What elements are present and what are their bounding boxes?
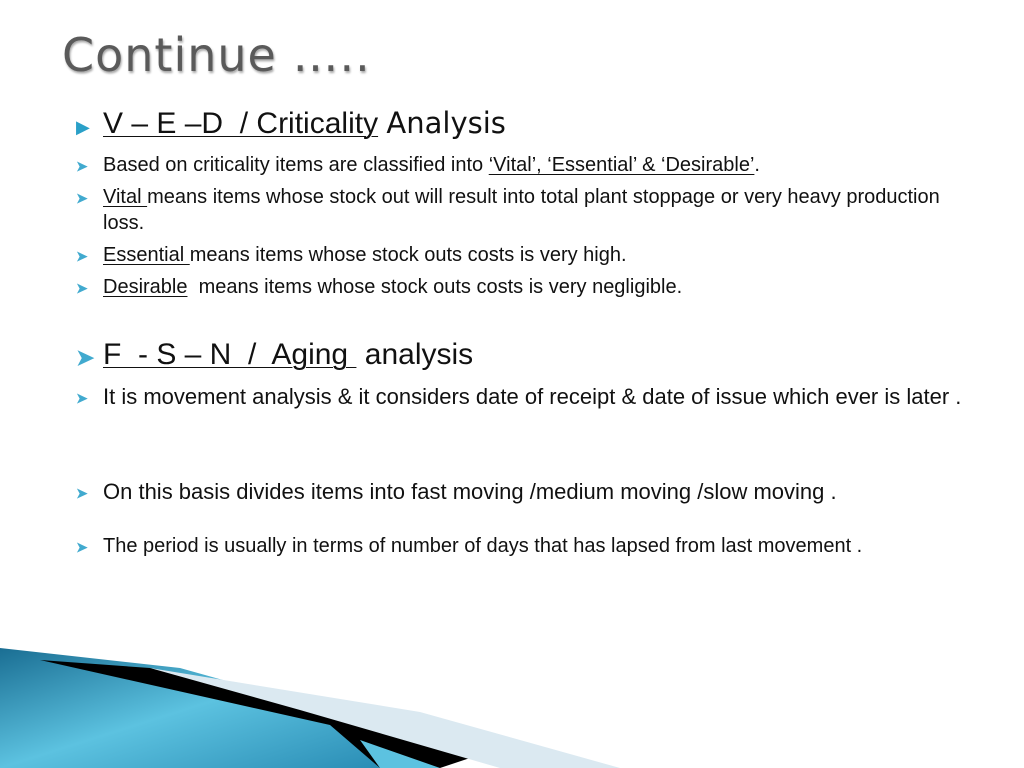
item-text: It is movement analysis & it considers date of receipt & date of issue which ever is later . <box>103 384 962 409</box>
chevron-right-icon: ➤ <box>76 190 88 206</box>
item-underlined-text: ‘Vital’, ‘Essential’ & ‘Desirable’ <box>488 154 755 176</box>
chevron-right-icon: ➤ <box>76 158 88 174</box>
chevron-right-icon: ➤ <box>76 248 88 264</box>
chevron-right-icon: ➤ <box>76 390 88 406</box>
item-text: means items whose stock out will result into total plant stoppage or very heavy production loss. <box>103 186 940 234</box>
list-item <box>103 533 923 559</box>
item-text: . <box>754 154 760 176</box>
section-heading-fsn <box>103 338 983 372</box>
list-item <box>103 242 983 268</box>
list-item <box>103 184 963 236</box>
item-underlined-text: Desirable <box>103 276 188 298</box>
triangle-right-icon: ▶ <box>76 117 90 137</box>
chevron-right-icon: ➤ <box>76 280 88 296</box>
chevron-right-icon: ➤ <box>76 485 88 501</box>
item-text: Based on criticality items are classified into <box>103 154 489 176</box>
list-item <box>103 383 973 411</box>
chevron-right-icon: ➤ <box>76 345 95 370</box>
item-text: The period is usually in terms of number of days that has lapsed from last movement . <box>103 535 863 557</box>
item-text: means items whose stock outs costs is very negligible. <box>187 276 683 298</box>
list-item <box>103 274 983 300</box>
heading-plain-text: Analysis <box>386 106 506 140</box>
item-underlined-text: Vital <box>103 186 148 208</box>
section-heading-criticality <box>103 106 983 141</box>
heading-plain-text: analysis <box>356 338 474 371</box>
item-underlined-text: Essential <box>103 244 190 266</box>
slide-title: Continue ….. <box>62 28 371 82</box>
list-item <box>103 478 983 506</box>
item-text: On this basis divides items into fast moving /medium moving /slow moving . <box>103 479 837 504</box>
heading-underlined-text: F - S – N / Aging <box>103 338 357 371</box>
list-item <box>103 152 983 178</box>
chevron-right-icon: ➤ <box>76 539 88 555</box>
heading-underlined-text: V – E –D / Criticality <box>103 107 379 140</box>
item-text: means items whose stock outs costs is very high. <box>189 244 627 266</box>
